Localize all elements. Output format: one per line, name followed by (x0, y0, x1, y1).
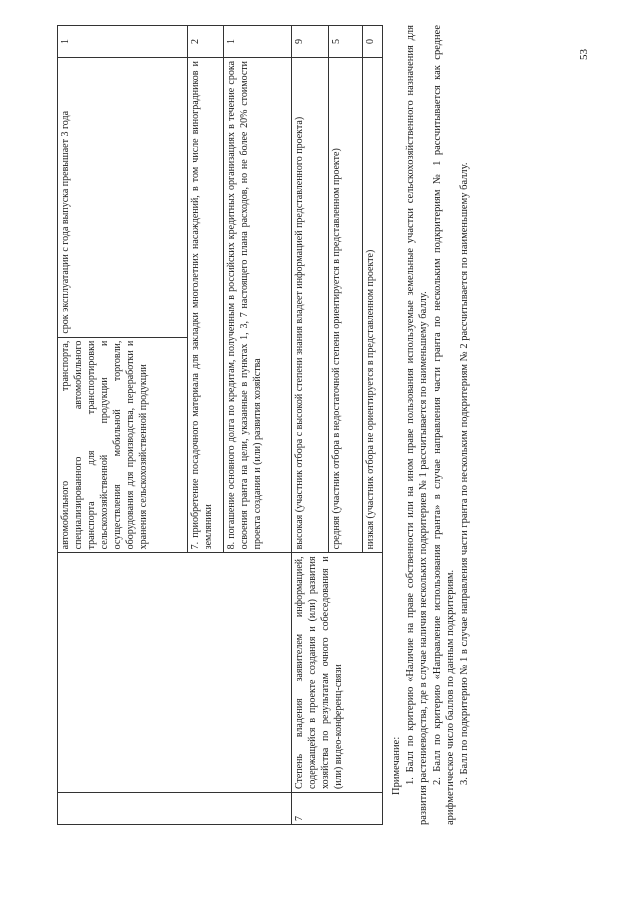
score-cell: 2 (187, 26, 223, 58)
row-number-cell (58, 793, 292, 825)
criterion-cell: Степень владения заявителем информацией, содержащейся в проекте создания и (или) развития хозяйства по результатам очного собеседования и (или) видео-конференц-связи (291, 553, 382, 793)
note-item: 1. Балл по критерию «Наличие на праве собственности или на ином праве пользования используемые земельные участки сельскохозяйственного назначения для развития растениеводства, где в случае наличия нескольких подкритериев № 1 рассчитывается по наименьшему баллу. (404, 25, 429, 825)
score-cell: 5 (328, 26, 363, 58)
page-number: 53 (578, 49, 590, 60)
criterion-cell (58, 553, 292, 793)
score-cell: 1 (223, 26, 291, 58)
expense-item-8-cell: 8. погашение основного долга по кредитам, полученным в российских кредитных организациях в течение срока освоения гранта на цели, указанные в пунктах 1, 3, 7 настоящего плана расходов, но не более 20% стоимости проекта создания и (или) развития хозяйства (223, 57, 291, 552)
score-cell: 0 (363, 26, 383, 58)
expense-item-7-cell: 7. приобретение посадочного материала для закладки многолетних насаждений, в том числе виноградников и земляники (187, 57, 223, 552)
note-item: 3. Балл по подкритерию № 1 в случае направления части гранта по нескольким подкритериям № 2 рассчитывается по наименьшему баллу. (458, 162, 470, 785)
option-cell: средняя (участник отбора в недостаточной степени ориентируется в представленном проекте) (328, 57, 363, 552)
note-item: 2. Балл по критерию «Направление использования гранта» в случае направления части гранта по нескольким подкритериям № 1 рассчитывается как среднее арифметическое число баллов по данным подкритериям. (431, 25, 456, 825)
criteria-table (57, 25, 383, 825)
option-cell: высокая (участник отбора с высокой степени знания владеет информацией представленного проекта) (291, 57, 328, 552)
table-row (291, 26, 328, 825)
score-cell: 9 (291, 26, 328, 58)
score-cell: 1 (58, 26, 188, 58)
notes-title: Примечание: (391, 736, 402, 795)
row-number-cell: 7 (291, 793, 382, 825)
condition-cell: срок эксплуатации с года выпуска превышает 3 года (58, 57, 188, 337)
expense-item-cell: автомобильного транспорта, специализированного автомобильного транспорта для транспортировки сельскохозяйственной продукции и осуществления мобильной торговли, оборудования для производства, переработки и хранения сельскохозяйственной продукции (58, 337, 188, 553)
table-row (58, 26, 188, 825)
option-cell: низкая (участник отбора не ориентируется в представленном проекте) (363, 57, 383, 552)
notes-section (390, 25, 471, 825)
